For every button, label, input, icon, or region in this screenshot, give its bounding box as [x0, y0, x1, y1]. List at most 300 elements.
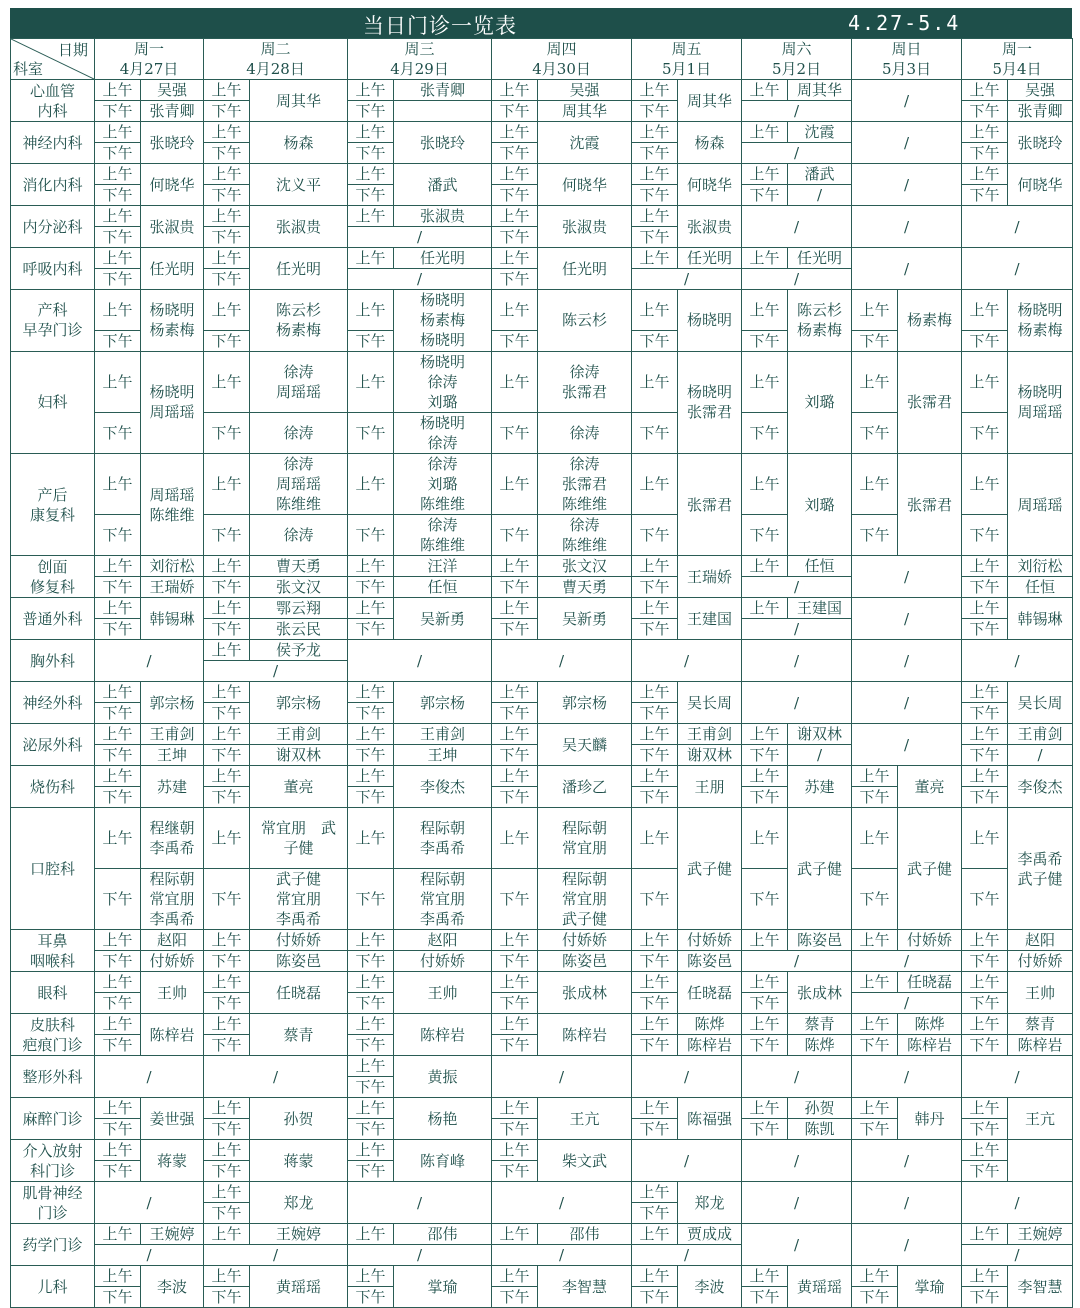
session-label: 下午 — [639, 1204, 670, 1223]
pm-label — [632, 619, 678, 640]
doctor-cell — [141, 1014, 204, 1056]
am-label — [348, 1098, 394, 1119]
no-clinic-mark: / — [1014, 259, 1020, 278]
dept-name: 神经外科 — [22, 693, 83, 712]
doctor-cell — [538, 930, 632, 951]
no-clinic-cell — [632, 269, 742, 290]
doctor-cell — [250, 248, 348, 290]
dept-name: 门诊 — [37, 1203, 68, 1222]
session-label: 下午 — [211, 1288, 242, 1307]
session-label: 下午 — [211, 620, 242, 639]
doctor-cell — [1008, 930, 1073, 951]
no-clinic-mark: / — [684, 1067, 690, 1086]
doctor-name: 吴强 — [157, 81, 188, 99]
pm-label — [348, 412, 394, 453]
session-label: 上午 — [355, 1141, 386, 1160]
doctor-cell — [678, 745, 742, 766]
no-clinic-mark: / — [417, 651, 423, 670]
session-label: 上午 — [969, 931, 1000, 950]
pm-label — [95, 1119, 141, 1140]
am-label — [632, 290, 678, 331]
session-label: 上午 — [969, 165, 1000, 183]
am-label — [852, 930, 898, 951]
pm-label — [962, 951, 1008, 972]
dept-cell — [11, 122, 95, 164]
session-label: 上午 — [499, 829, 530, 848]
session-label: 下午 — [639, 228, 670, 246]
doctor-name: 周其华 — [687, 91, 733, 110]
doctor-name: 张成林 — [562, 983, 608, 1002]
am-label — [962, 164, 1008, 185]
doctor-name: 周瑶瑶 — [1017, 495, 1063, 514]
doctor-name: 陈维维 — [562, 495, 608, 514]
session-label: 上午 — [211, 1225, 242, 1244]
am-label — [95, 122, 141, 143]
pm-label — [742, 1119, 788, 1140]
pm-label — [95, 185, 141, 206]
session-label: 上午 — [639, 683, 670, 702]
session-label: 下午 — [639, 423, 670, 442]
table-row — [11, 248, 1073, 269]
session-label: 上午 — [211, 683, 242, 702]
am-label — [852, 290, 898, 331]
doctor-name: / — [1037, 746, 1043, 765]
doctor-name: 张霈君 — [562, 382, 608, 401]
am-label — [492, 1140, 538, 1161]
session-label: 上午 — [499, 81, 530, 99]
session-label: 下午 — [499, 1036, 530, 1055]
am-label — [204, 122, 250, 143]
doctor-name: 陈维维 — [562, 536, 608, 555]
no-clinic-mark: / — [559, 1067, 565, 1086]
pm-label — [492, 993, 538, 1014]
session-label: 上午 — [969, 475, 1000, 494]
doctor-cell — [788, 1119, 852, 1140]
am-label — [95, 248, 141, 269]
table-row — [11, 1224, 1073, 1245]
doctor-cell — [678, 556, 742, 598]
doctor-name: 杨艳 — [427, 1109, 458, 1128]
dept-cell — [11, 930, 95, 972]
doctor-cell — [788, 556, 852, 577]
no-clinic-cell — [492, 1056, 632, 1098]
pm-label — [492, 412, 538, 453]
session-label: 下午 — [211, 890, 242, 909]
doctor-cell — [394, 972, 492, 1014]
session-label: 下午 — [499, 102, 530, 120]
doctor-name: 周瑶瑶 — [276, 382, 322, 401]
doctor-cell — [1008, 1224, 1073, 1245]
doctor-name: 陈梓岩 — [149, 1025, 195, 1044]
doctor-cell — [678, 1035, 742, 1056]
doctor-cell — [394, 556, 492, 577]
am-label — [492, 80, 538, 101]
doctor-cell — [678, 1014, 742, 1035]
pm-label — [492, 1287, 538, 1308]
session-label: 下午 — [499, 331, 530, 350]
doctor-name: 郭宗杨 — [149, 693, 195, 712]
doctor-cell — [678, 1098, 742, 1140]
date-label: 5月1日 — [662, 60, 712, 78]
session-label: 上午 — [499, 557, 530, 576]
pm-label — [742, 745, 788, 766]
session-label: 下午 — [969, 704, 1000, 723]
am-label — [348, 290, 394, 331]
session-label: 下午 — [102, 1288, 133, 1307]
doctor-name: 韩锡琳 — [149, 609, 195, 628]
am-label — [742, 248, 788, 269]
doctor-cell — [788, 248, 852, 269]
pm-label — [632, 577, 678, 598]
corner-dept-label: 科室 — [13, 60, 44, 78]
am-label — [95, 930, 141, 951]
am-label — [95, 972, 141, 993]
pm-label — [204, 619, 250, 640]
doctor-cell — [538, 351, 632, 412]
doctor-name: 杨晓明 — [1017, 383, 1063, 402]
doctor-name: 付娇娇 — [907, 931, 953, 950]
pm-label — [348, 1287, 394, 1308]
am-label — [492, 930, 538, 951]
doctor-name: 李智慧 — [1017, 1277, 1063, 1296]
pm-label — [632, 1287, 678, 1308]
session-label: 上午 — [499, 207, 530, 225]
no-clinic-mark: / — [794, 1235, 800, 1254]
am-label — [348, 972, 394, 993]
session-label: 下午 — [749, 994, 780, 1013]
am-label — [348, 122, 394, 143]
am-label — [632, 930, 678, 951]
am-label — [492, 290, 538, 331]
session-label: 上午 — [639, 300, 670, 319]
pm-label — [962, 101, 1008, 122]
pm-label — [95, 412, 141, 453]
am-label — [962, 930, 1008, 951]
session-label: 下午 — [969, 144, 1000, 162]
doctor-name: 掌瑜 — [914, 1277, 945, 1296]
session-label: 下午 — [355, 186, 386, 204]
dept-cell — [11, 1056, 95, 1098]
doctor-name: 杨晓明 — [149, 383, 195, 402]
session-label: 上午 — [749, 767, 780, 786]
doctor-cell — [788, 724, 852, 745]
session-label: 下午 — [969, 526, 1000, 545]
pm-label — [492, 101, 538, 122]
pm-label — [348, 745, 394, 766]
doctor-cell — [1008, 577, 1073, 598]
doctor-cell — [394, 1098, 492, 1140]
doctor-cell — [788, 972, 852, 1014]
doctor-cell — [250, 80, 348, 122]
session-label: 上午 — [749, 372, 780, 391]
doctor-name: 吴强 — [569, 81, 600, 99]
session-label: 上午 — [102, 1015, 133, 1034]
doctor-name: 武子健 — [907, 859, 953, 878]
pm-label — [204, 185, 250, 206]
session-label: 下午 — [211, 186, 242, 204]
doctor-cell — [250, 808, 348, 869]
no-clinic-mark: / — [146, 651, 152, 670]
doctor-name: / — [684, 270, 690, 288]
weekday-label: 周四 — [546, 40, 577, 58]
am-label — [204, 453, 250, 514]
session-label: 上午 — [355, 973, 386, 992]
table-row — [11, 122, 1073, 143]
doctor-name: 张淑贵 — [149, 217, 195, 236]
pm-label — [962, 619, 1008, 640]
am-label — [204, 766, 250, 787]
session-label: 下午 — [639, 994, 670, 1013]
session-label: 上午 — [102, 207, 133, 225]
doctor-cell — [1008, 682, 1073, 724]
session-label: 上午 — [859, 1015, 890, 1034]
session-label: 上午 — [499, 249, 530, 267]
dept-name: 消化内科 — [22, 175, 83, 194]
pm-label — [962, 1035, 1008, 1056]
am-label — [852, 766, 898, 787]
no-clinic-cell — [742, 206, 852, 248]
doctor-name: 杨素梅 — [276, 321, 322, 340]
session-label: 上午 — [639, 1225, 670, 1244]
am-label — [95, 682, 141, 703]
dept-name: 耳鼻 — [37, 931, 68, 950]
am-label — [962, 80, 1008, 101]
session-label: 上午 — [211, 931, 242, 950]
no-clinic-mark: / — [146, 1193, 152, 1212]
session-label: 下午 — [859, 526, 890, 545]
pm-label — [492, 1161, 538, 1182]
pm-label — [204, 1035, 250, 1056]
doctor-name: 程际朝 — [420, 870, 466, 889]
session-label: 上午 — [749, 249, 780, 267]
doctor-name: 王帅 — [157, 983, 188, 1002]
no-clinic-cell — [632, 1245, 742, 1266]
doctor-cell — [538, 1098, 632, 1140]
doctor-cell — [250, 640, 348, 661]
no-clinic-cell — [95, 640, 204, 682]
session-label: 下午 — [102, 144, 133, 162]
doctor-cell — [678, 290, 742, 352]
session-label: 下午 — [749, 746, 780, 765]
doctor-name: 李禹希 — [149, 839, 195, 858]
doctor-name: 武子健 — [797, 859, 843, 878]
doctor-cell — [538, 164, 632, 206]
pm-label — [852, 330, 898, 351]
pm-label — [204, 869, 250, 930]
doctor-name: 王瑞娇 — [149, 578, 195, 597]
doctor-name: 常宜朋 武 — [261, 819, 337, 838]
pm-label — [204, 1119, 250, 1140]
session-label: 下午 — [211, 102, 242, 120]
pm-label — [348, 577, 394, 598]
doctor-name: 陈维维 — [276, 495, 322, 514]
session-label: 上午 — [211, 207, 242, 225]
date-label: 4月29日 — [390, 60, 449, 78]
session-label: 上午 — [499, 599, 530, 618]
no-clinic-cell — [492, 640, 632, 682]
doctor-cell — [250, 930, 348, 951]
session-label: 上午 — [639, 1183, 670, 1202]
session-label: 上午 — [102, 931, 133, 950]
session-label: 上午 — [102, 165, 133, 183]
session-label: 下午 — [102, 704, 133, 723]
pm-label — [742, 330, 788, 351]
session-label: 上午 — [969, 599, 1000, 618]
am-label — [962, 766, 1008, 787]
am-label — [204, 351, 250, 412]
doctor-name: 吴天麟 — [562, 735, 608, 754]
doctor-name: 何晓华 — [687, 175, 733, 194]
session-label: 上午 — [499, 931, 530, 950]
session-label: 下午 — [969, 746, 1000, 765]
doctor-name: 吴新勇 — [562, 609, 608, 628]
no-clinic-mark: / — [1014, 1193, 1020, 1212]
session-label: 上午 — [499, 725, 530, 744]
session-label: 上午 — [749, 931, 780, 950]
doctor-name: 董亮 — [283, 777, 314, 796]
session-label: 上午 — [102, 372, 133, 391]
doctor-cell — [250, 1140, 348, 1182]
pm-label — [95, 1287, 141, 1308]
doctor-cell — [250, 577, 348, 598]
table-row — [11, 598, 1073, 619]
session-label: 上午 — [639, 475, 670, 494]
doctor-cell — [141, 951, 204, 972]
am-label — [962, 808, 1008, 869]
pm-label — [95, 869, 141, 930]
session-label: 下午 — [102, 788, 133, 807]
am-label — [742, 724, 788, 745]
doctor-name: / — [794, 270, 800, 288]
no-clinic-cell — [852, 556, 962, 598]
session-label: 上午 — [211, 372, 242, 391]
doctor-name: 陈维维 — [149, 505, 195, 524]
doctor-name: 张霈君 — [562, 475, 608, 494]
pm-label — [95, 993, 141, 1014]
no-clinic-cell — [632, 1056, 742, 1098]
session-label: 下午 — [102, 1162, 133, 1181]
doctor-name: 李波 — [157, 1277, 188, 1296]
weekday-label: 周一 — [1002, 40, 1033, 58]
session-label: 上午 — [499, 1015, 530, 1034]
doctor-cell — [898, 1098, 962, 1140]
doctor-name: / — [794, 144, 800, 162]
pm-label — [95, 269, 141, 290]
doctor-name: / — [417, 1246, 423, 1265]
session-label: 上午 — [102, 973, 133, 992]
doctor-name: 何晓华 — [149, 175, 195, 194]
doctor-name: 陈凯 — [804, 1120, 835, 1139]
session-label: 上午 — [355, 123, 386, 141]
pm-label — [348, 619, 394, 640]
no-clinic-mark: / — [904, 693, 910, 712]
doctor-name: 陈维维 — [420, 495, 466, 514]
session-label: 上午 — [639, 1015, 670, 1034]
doctor-name: 李禹希 — [1017, 849, 1063, 868]
doctor-cell — [538, 869, 632, 930]
doctor-cell — [788, 290, 852, 352]
pm-label — [742, 993, 788, 1014]
dept-cell — [11, 206, 95, 248]
am-label — [492, 972, 538, 993]
table-row — [11, 351, 1073, 371]
session-label: 上午 — [355, 829, 386, 848]
doctor-cell — [678, 682, 742, 724]
pm-label — [204, 101, 250, 122]
doctor-name: 张青卿 — [1017, 102, 1063, 120]
am-label — [348, 453, 394, 514]
session-label: 下午 — [355, 144, 386, 162]
session-label: 上午 — [355, 767, 386, 786]
pm-label — [348, 703, 394, 724]
dept-name: 儿科 — [37, 1277, 68, 1296]
dept-name: 科门诊 — [29, 1161, 75, 1180]
session-label: 上午 — [639, 829, 670, 848]
pm-label — [632, 951, 678, 972]
table-row — [11, 164, 1073, 185]
session-label: 上午 — [355, 1099, 386, 1118]
doctor-cell — [141, 164, 204, 206]
date-label: 5月2日 — [772, 60, 822, 78]
am-label — [95, 290, 141, 331]
session-label: 下午 — [211, 788, 242, 807]
doctor-cell — [788, 453, 852, 555]
session-label: 下午 — [355, 704, 386, 723]
table-row — [11, 1014, 1073, 1035]
weekday-label: 周五 — [671, 40, 702, 58]
doctor-name: 周瑶瑶 — [149, 403, 195, 422]
am-label — [204, 640, 250, 661]
am-label — [204, 1140, 250, 1161]
session-label: 下午 — [749, 186, 780, 204]
pm-label — [492, 745, 538, 766]
session-label: 上午 — [355, 207, 386, 225]
am-label — [348, 556, 394, 577]
doctor-cell — [250, 290, 348, 352]
doctor-cell — [394, 515, 492, 556]
am-label — [348, 1224, 394, 1245]
am-label — [492, 766, 538, 787]
doctor-name: 王亢 — [1025, 1109, 1056, 1128]
doctor-cell — [898, 766, 962, 808]
session-label: 上午 — [499, 372, 530, 391]
no-clinic-cell — [852, 993, 962, 1014]
session-label: 下午 — [355, 994, 386, 1013]
doctor-name: 杨晓明 — [420, 413, 466, 432]
pm-label — [204, 745, 250, 766]
doctor-name: 张文汉 — [562, 557, 608, 576]
session-label: 上午 — [211, 829, 242, 848]
header-row — [11, 39, 1073, 80]
doctor-cell — [898, 290, 962, 352]
pm-label — [95, 703, 141, 724]
doctor-name: 黄瑶瑶 — [276, 1277, 322, 1296]
doctor-name: 杨晓明 — [420, 291, 466, 310]
doctor-cell — [678, 453, 742, 555]
doctor-cell — [898, 1035, 962, 1056]
session-label: 下午 — [499, 578, 530, 597]
day-header — [632, 39, 742, 80]
doctor-name: 任光明 — [276, 259, 322, 278]
no-clinic-cell — [852, 122, 962, 164]
doctor-name: 张霈君 — [687, 403, 733, 422]
doctor-name: 程继朝 — [149, 819, 195, 838]
pm-label — [492, 330, 538, 351]
session-label: 上午 — [355, 165, 386, 183]
dept-cell — [11, 1140, 95, 1182]
am-label — [742, 972, 788, 993]
doctor-name: 付娇娇 — [562, 931, 608, 950]
